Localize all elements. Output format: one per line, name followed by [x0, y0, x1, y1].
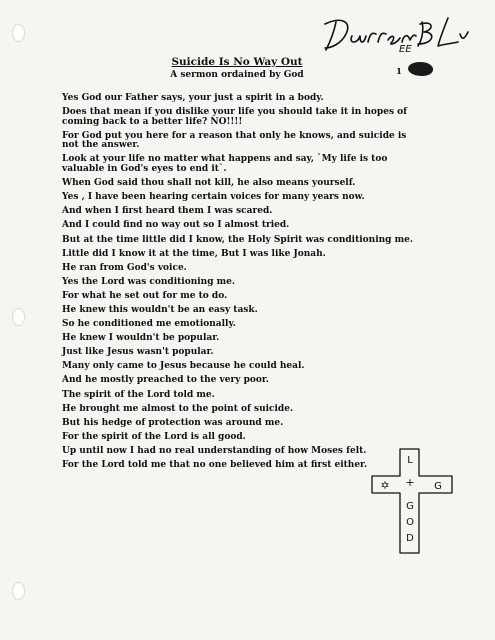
paragraph: He knew I wouldn't be popular. [62, 333, 220, 344]
paragraph: And when I first heard them I was scared. [62, 206, 273, 217]
sermon-body [62, 94, 417, 471]
paragraph: For the spirit of the Lord is all good. [62, 431, 246, 442]
paragraph: Yes the Lord was conditioning me. [62, 276, 236, 287]
paragraph: Up until now I had no real understanding of how Moses felt. [62, 445, 367, 456]
cross-letter: O [406, 517, 414, 528]
binder-hole [12, 582, 25, 600]
paragraph: For the Lord told me that no one believed him at first either. [62, 460, 368, 471]
paragraph: Little did I know it at the time, But I was like Jonah. [62, 248, 326, 259]
paragraph: Look at your life no matter what happens and say, `My life is too valuable in God's eyes to end it`. [62, 154, 388, 175]
redaction-blot [408, 62, 433, 76]
paragraph: But his hedge of protection was around me. [62, 417, 284, 428]
paragraph: When God said thou shall not kill, he also means yourself. [62, 178, 356, 189]
handwritten-signature [322, 14, 472, 56]
page-number: 1 [396, 67, 402, 77]
binder-hole [12, 308, 25, 326]
paragraph: For God put you here for a reason that only he knows, and suicide is not the answer. [62, 130, 407, 151]
paragraph: Just like Jesus wasn't popular. [62, 347, 214, 358]
corner-mark: EE [399, 44, 412, 55]
document-subtitle: A sermon ordained by God [170, 70, 304, 80]
paragraph: He knew this wouldn't be an easy task. [62, 305, 258, 315]
paragraph: The spirit of the Lord told me. [62, 389, 215, 400]
paragraph: Yes God our Father says, your just a spirit in a body. [62, 93, 324, 103]
cross-letter: G [434, 481, 442, 492]
paragraph: For what he set out for me to do. [62, 290, 228, 301]
paragraph: He brought me almost to the point of suicide. [62, 403, 294, 414]
cross-plus: + [405, 476, 415, 489]
paragraph: But at the time little did I know, the Holy Spirit was conditioning me. [62, 234, 413, 245]
paragraph: Does that mean if you dislike your life you should take it in hopes of coming back to a better life? NO!!!! [62, 107, 408, 127]
paragraph: He ran from God's voice. [62, 262, 187, 273]
paragraph: So he conditioned me emotionally. [62, 319, 236, 330]
document-title: Suicide Is No Way Out [171, 56, 303, 68]
paragraph: Yes , I have been hearing certain voices for many years now. [62, 192, 365, 203]
cross-letter: L [407, 455, 413, 466]
binder-hole [12, 24, 25, 42]
star-of-david-icon: ✡ [380, 479, 390, 492]
paragraph: And I could find no way out so I almost tried. [62, 220, 290, 231]
hand-drawn-cross [370, 447, 460, 557]
cross-letter: D [406, 533, 414, 544]
paragraph: Many only came to Jesus because he could heal. [62, 361, 305, 372]
paragraph: And he mostly preached to the very poor. [62, 375, 269, 386]
cross-letter: G [406, 501, 414, 512]
